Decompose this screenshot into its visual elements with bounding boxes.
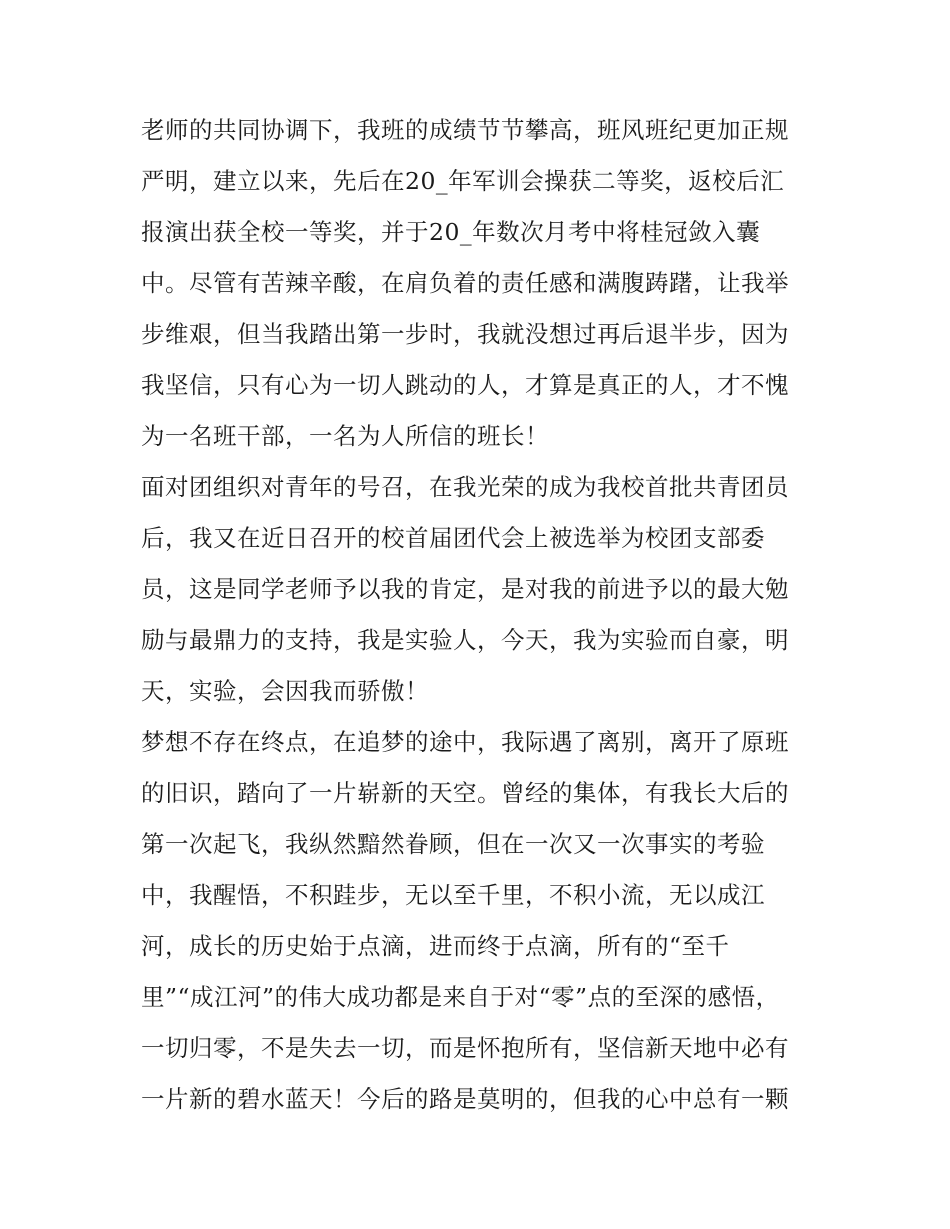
text-line: 河，成长的历史始于点滴，进而终于点滴，所有的“至千 xyxy=(141,932,730,960)
text-line: 里”“成江河”的伟大成功都是来自于对“零”点的至深的感悟， xyxy=(141,983,780,1011)
text-line: 报演出获全校一等奖，并于20_年数次月考中将桂冠敛入囊 xyxy=(141,218,761,246)
text-line: 一切归零，不是失去一切，而是怀抱所有，坚信新天地中必有 xyxy=(141,1034,789,1062)
text-line: 的旧识，踏向了一片崭新的天空。曾经的集体，有我长大后的 xyxy=(141,779,789,807)
text-line: 老师的共同协调下，我班的成绩节节攀高，班风班纪更加正规 xyxy=(141,116,789,144)
text-line: 梦想不存在终点，在追梦的途中，我际遇了离别，离开了原班 xyxy=(141,728,789,756)
text-line: 天，实验，会因我而骄傲！ xyxy=(141,677,429,705)
text-line: 步维艰，但当我踏出第一步时，我就没想过再后退半步，因为 xyxy=(141,320,789,348)
text-line: 第一次起飞，我纵然黯然眷顾，但在一次又一次事实的考验 xyxy=(141,830,765,858)
text-line: 后，我又在近日召开的校首届团代会上被选举为校团支部委 xyxy=(141,524,765,552)
body-text xyxy=(141,105,821,1125)
text-line: 为一名班干部，一名为人所信的班长！ xyxy=(141,422,549,450)
text-line: 中，我醒悟，不积跬步，无以至千里，不积小流，无以成江 xyxy=(141,881,765,909)
text-line: 中。尽管有苦辣辛酸，在肩负着的责任感和满腹踌躇，让我举 xyxy=(141,269,789,297)
text-line: 面对团组织对青年的号召，在我光荣的成为我校首批共青团员 xyxy=(141,473,789,501)
text-line: 严明，建立以来，先后在20_年军训会操获二等奖，返校后汇 xyxy=(141,167,785,195)
text-line: 我坚信，只有心为一切人跳动的人，才算是真正的人，才不愧 xyxy=(141,371,789,399)
text-line: 一片新的碧水蓝天！今后的路是莫明的，但我的心中总有一颗 xyxy=(141,1085,789,1113)
text-line: 励与最鼎力的支持，我是实验人，今天，我为实验而自豪，明 xyxy=(141,626,789,654)
text-line: 员，这是同学老师予以我的肯定，是对我的前进予以的最大勉 xyxy=(141,575,789,603)
